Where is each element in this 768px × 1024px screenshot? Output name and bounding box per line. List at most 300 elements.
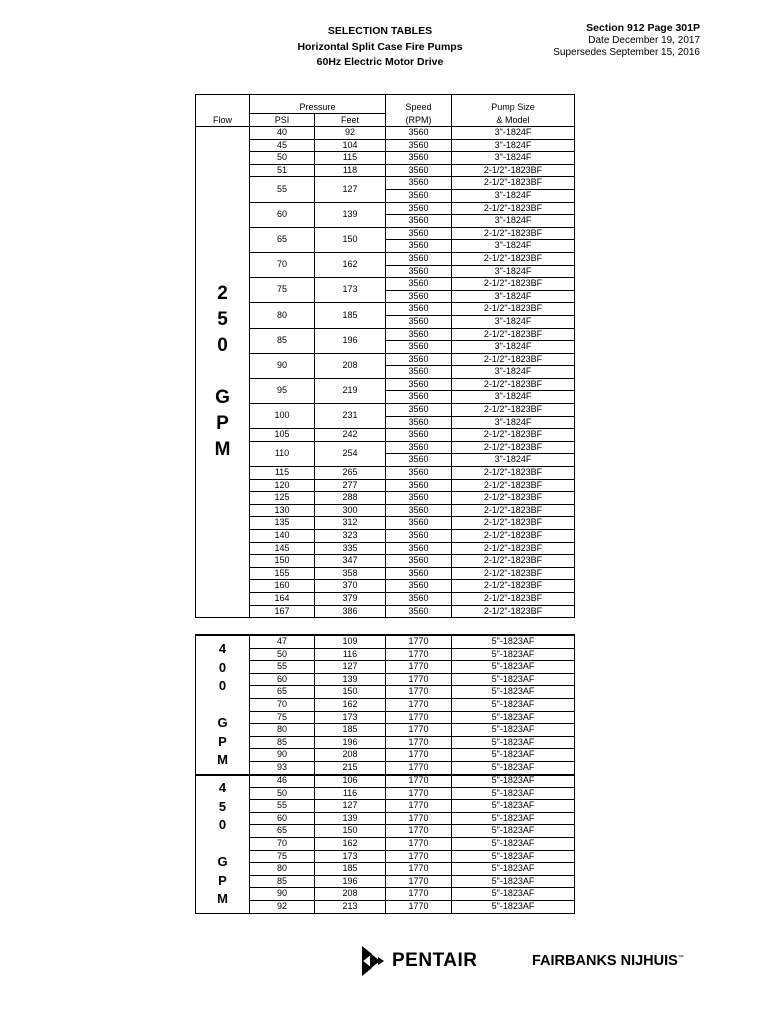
- psi-cell: 90: [250, 888, 315, 901]
- speed-cell: 1770: [386, 775, 452, 788]
- model-cell: 3"-1824F: [452, 265, 575, 278]
- speed-cell: 3560: [386, 341, 452, 354]
- model-cell: 2-1/2"-1823BF: [452, 303, 575, 316]
- feet-header: Feet: [315, 114, 386, 127]
- flow-rate-char: G: [215, 387, 230, 409]
- table-row: [196, 837, 575, 850]
- model-cell: 5"-1823AF: [452, 648, 575, 661]
- feet-cell: 150: [315, 227, 386, 252]
- psi-cell: 167: [250, 605, 315, 618]
- speed-cell: 3560: [386, 479, 452, 492]
- model-cell: 3"-1824F: [452, 240, 575, 253]
- feet-cell: 185: [315, 863, 386, 876]
- supersedes-date: Supersedes September 15, 2016: [553, 47, 700, 58]
- model-cell: 5"-1823AF: [452, 711, 575, 724]
- psi-cell: 60: [250, 202, 315, 227]
- model-cell: 3"-1824F: [452, 139, 575, 152]
- model-cell: 2-1/2"-1823BF: [452, 378, 575, 391]
- speed-cell: 1770: [386, 863, 452, 876]
- pressure-header: Pressure: [250, 95, 386, 114]
- speed-cell: 1770: [386, 875, 452, 888]
- psi-cell: 85: [250, 736, 315, 749]
- feet-cell: 208: [315, 353, 386, 378]
- title-line-2: Horizontal Split Case Fire Pumps: [297, 40, 463, 53]
- psi-cell: 130: [250, 504, 315, 517]
- model-cell: 2-1/2"-1823BF: [452, 517, 575, 530]
- psi-cell: 80: [250, 724, 315, 737]
- psi-cell: 93: [250, 761, 315, 774]
- table-row: [196, 467, 575, 480]
- speed-cell: 3560: [386, 252, 452, 265]
- table-row: [196, 736, 575, 749]
- psi-cell: 145: [250, 542, 315, 555]
- feet-cell: 185: [315, 724, 386, 737]
- feet-cell: 300: [315, 504, 386, 517]
- table-row: [196, 661, 575, 674]
- model-cell: 2-1/2"-1823BF: [452, 177, 575, 190]
- model-cell: 2-1/2"-1823BF: [452, 202, 575, 215]
- speed-cell: 1770: [386, 850, 452, 863]
- model-cell: 5"-1823AF: [452, 673, 575, 686]
- psi-cell: 75: [250, 850, 315, 863]
- feet-cell: 173: [315, 278, 386, 303]
- psi-cell: 70: [250, 252, 315, 277]
- doc-date: Date December 19, 2017: [588, 34, 700, 46]
- table-row: [196, 875, 575, 888]
- pentair-logo-icon: [358, 944, 386, 978]
- model-cell: 2-1/2"-1823BF: [452, 429, 575, 442]
- speed-cell: 3560: [386, 315, 452, 328]
- pentair-wordmark: PENTAIR: [392, 950, 478, 971]
- speed-cell: 1770: [386, 736, 452, 749]
- table-row: [196, 127, 575, 140]
- model-cell: 2-1/2"-1823BF: [452, 504, 575, 517]
- title-line-3: 60Hz Electric Motor Drive: [316, 56, 444, 68]
- feet-cell: 185: [315, 303, 386, 328]
- speed-cell: 3560: [386, 152, 452, 165]
- psi-cell: 60: [250, 673, 315, 686]
- table-row: [196, 152, 575, 165]
- table-row: [196, 227, 575, 240]
- psi-cell: 65: [250, 686, 315, 699]
- model-cell: 2-1/2"-1823BF: [452, 441, 575, 454]
- speed-cell: 3560: [386, 404, 452, 417]
- speed-cell: 3560: [386, 353, 452, 366]
- psi-cell: 110: [250, 441, 315, 466]
- model-cell: 5"-1823AF: [452, 686, 575, 699]
- table-row: [196, 812, 575, 825]
- speed-cell: 3560: [386, 278, 452, 291]
- table-row: [196, 164, 575, 177]
- speed-cell: 3560: [386, 290, 452, 303]
- model-cell: 2-1/2"-1823BF: [452, 542, 575, 555]
- feet-cell: 370: [315, 580, 386, 593]
- feet-cell: 335: [315, 542, 386, 555]
- speed-cell: 1770: [386, 900, 452, 913]
- flow-rate-char: 0: [217, 335, 228, 357]
- table-row: [196, 328, 575, 341]
- flow-rate-char: [196, 696, 249, 715]
- speed-cell: 3560: [386, 567, 452, 580]
- feet-cell: 196: [315, 328, 386, 353]
- model-cell: 2-1/2"-1823BF: [452, 252, 575, 265]
- psi-cell: 51: [250, 164, 315, 177]
- psi-cell: 55: [250, 800, 315, 813]
- speed-cell: 1770: [386, 648, 452, 661]
- table-row: [196, 303, 575, 316]
- psi-header: PSI: [250, 114, 315, 127]
- feet-cell: 116: [315, 648, 386, 661]
- model-cell: 3"-1824F: [452, 152, 575, 165]
- model-cell: 5"-1823AF: [452, 850, 575, 863]
- model-cell: 3"-1824F: [452, 215, 575, 228]
- speed-cell: 3560: [386, 441, 452, 454]
- model-cell: 2-1/2"-1823BF: [452, 278, 575, 291]
- psi-cell: 135: [250, 517, 315, 530]
- table-subheader-row: [196, 114, 575, 127]
- table-row: [196, 900, 575, 913]
- speed-header: [386, 95, 452, 114]
- model-cell: 2-1/2"-1823BF: [452, 328, 575, 341]
- psi-cell: 50: [250, 648, 315, 661]
- table-row: [196, 698, 575, 711]
- psi-cell: 80: [250, 303, 315, 328]
- group-250-body: [196, 127, 575, 618]
- table-row: [196, 686, 575, 699]
- speed-cell: 3560: [386, 303, 452, 316]
- feet-cell: 277: [315, 479, 386, 492]
- table-row: [196, 378, 575, 391]
- flow-rate-char: 2: [217, 283, 228, 305]
- psi-cell: 75: [250, 278, 315, 303]
- model-cell: 2-1/2"-1823BF: [452, 479, 575, 492]
- feet-cell: 116: [315, 787, 386, 800]
- feet-cell: 288: [315, 492, 386, 505]
- table-row: [196, 648, 575, 661]
- table-row: [196, 749, 575, 762]
- flow-rate-label: [196, 127, 250, 618]
- flow-rate-char: P: [218, 733, 227, 749]
- model-cell: 5"-1823AF: [452, 749, 575, 762]
- psi-cell: 92: [250, 900, 315, 913]
- feet-cell: 150: [315, 825, 386, 838]
- rpm-header: (RPM): [386, 114, 452, 127]
- speed-cell: 3560: [386, 517, 452, 530]
- feet-cell: 358: [315, 567, 386, 580]
- fairbanks-nijhuis-wordmark: [532, 953, 684, 969]
- model-cell: 5"-1823AF: [452, 761, 575, 774]
- speed-cell: 1770: [386, 825, 452, 838]
- speed-cell: 3560: [386, 265, 452, 278]
- psi-cell: 65: [250, 227, 315, 252]
- psi-cell: 160: [250, 580, 315, 593]
- psi-cell: 95: [250, 378, 315, 403]
- feet-cell: 219: [315, 378, 386, 403]
- table-row: [196, 353, 575, 366]
- speed-cell: 3560: [386, 592, 452, 605]
- model-cell: 5"-1823AF: [452, 661, 575, 674]
- model-cell: 3"-1824F: [452, 454, 575, 467]
- feet-cell: 106: [315, 775, 386, 788]
- flow-header: Flow: [196, 95, 250, 127]
- flow-rate-char: G: [217, 715, 228, 731]
- table-row: [196, 252, 575, 265]
- feet-cell: 162: [315, 252, 386, 277]
- feet-cell: 150: [315, 686, 386, 699]
- feet-cell: 109: [315, 635, 386, 648]
- table-row: [196, 673, 575, 686]
- speed-cell: 1770: [386, 837, 452, 850]
- table-row: [196, 580, 575, 593]
- flow-rate-char: 0: [218, 817, 227, 833]
- model-cell: 3"-1824F: [452, 391, 575, 404]
- model-header: & Model: [452, 114, 575, 127]
- speed-cell: 1770: [386, 661, 452, 674]
- psi-cell: 50: [250, 787, 315, 800]
- table-row: [196, 542, 575, 555]
- flow-rate-char: [196, 835, 249, 854]
- table-row: [196, 592, 575, 605]
- table-row: [196, 605, 575, 618]
- model-cell: 2-1/2"-1823BF: [452, 492, 575, 505]
- speed-cell: 1770: [386, 698, 452, 711]
- pentair-logo: [358, 944, 477, 978]
- speed-cell: 1770: [386, 724, 452, 737]
- feet-cell: 118: [315, 164, 386, 177]
- psi-cell: 70: [250, 837, 315, 850]
- group-400-body: [196, 635, 575, 775]
- model-cell: 5"-1823AF: [452, 635, 575, 648]
- model-cell: 5"-1823AF: [452, 863, 575, 876]
- table-row: [196, 775, 575, 788]
- speed-cell: 3560: [386, 542, 452, 555]
- model-cell: 2-1/2"-1823BF: [452, 467, 575, 480]
- feet-cell: 196: [315, 736, 386, 749]
- title-block: [220, 24, 540, 71]
- psi-cell: 45: [250, 139, 315, 152]
- flow-rate-char: 4: [218, 780, 227, 796]
- speed-cell: 3560: [386, 580, 452, 593]
- table-row: [196, 825, 575, 838]
- psi-cell: 50: [250, 152, 315, 165]
- table-row: [196, 441, 575, 454]
- flow-rate-char: 0: [218, 659, 227, 675]
- speed-cell: 1770: [386, 711, 452, 724]
- table-row: [196, 429, 575, 442]
- model-cell: 5"-1823AF: [452, 888, 575, 901]
- psi-cell: 46: [250, 775, 315, 788]
- speed-cell: 3560: [386, 416, 452, 429]
- speed-cell: 3560: [386, 227, 452, 240]
- table-row: [196, 139, 575, 152]
- speed-cell: 1770: [386, 686, 452, 699]
- speed-cell: 3560: [386, 429, 452, 442]
- feet-cell: 173: [315, 711, 386, 724]
- model-cell: 5"-1823AF: [452, 736, 575, 749]
- table-row: [196, 530, 575, 543]
- flow-rate-char: G: [217, 854, 228, 870]
- model-cell: 2-1/2"-1823BF: [452, 530, 575, 543]
- model-cell: 2-1/2"-1823BF: [452, 605, 575, 618]
- speed-cell: 3560: [386, 605, 452, 618]
- psi-cell: 80: [250, 863, 315, 876]
- speed-cell: 3560: [386, 366, 452, 379]
- model-cell: 2-1/2"-1823BF: [452, 592, 575, 605]
- feet-cell: 104: [315, 139, 386, 152]
- psi-cell: 40: [250, 127, 315, 140]
- speed-label: Speed: [405, 102, 432, 113]
- psi-cell: 140: [250, 530, 315, 543]
- flow-rate-char: M: [217, 752, 228, 768]
- feet-cell: 379: [315, 592, 386, 605]
- footer-logos: [356, 944, 706, 980]
- model-cell: 3"-1824F: [452, 416, 575, 429]
- model-cell: 5"-1823AF: [452, 825, 575, 838]
- flow-rate-char: 4: [218, 641, 227, 657]
- speed-cell: 1770: [386, 635, 452, 648]
- flow-rate-label: [196, 635, 250, 775]
- feet-cell: 215: [315, 761, 386, 774]
- psi-cell: 70: [250, 698, 315, 711]
- psi-cell: 55: [250, 661, 315, 674]
- model-cell: 5"-1823AF: [452, 698, 575, 711]
- table-row: [196, 404, 575, 417]
- trademark-mark: ™: [677, 955, 684, 962]
- psi-cell: 65: [250, 825, 315, 838]
- speed-cell: 3560: [386, 391, 452, 404]
- flow-rate-char: 0: [218, 678, 227, 694]
- table-row: [196, 567, 575, 580]
- table-row: [196, 724, 575, 737]
- feet-cell: 139: [315, 202, 386, 227]
- psi-cell: 120: [250, 479, 315, 492]
- feet-cell: 386: [315, 605, 386, 618]
- speed-cell: 1770: [386, 761, 452, 774]
- model-cell: 2-1/2"-1823BF: [452, 227, 575, 240]
- model-cell: 2-1/2"-1823BF: [452, 164, 575, 177]
- flow-rate-char: M: [217, 891, 228, 907]
- flow-rate-char: 5: [217, 309, 228, 331]
- feet-cell: 196: [315, 875, 386, 888]
- psi-cell: 155: [250, 567, 315, 580]
- selection-table-400-gpm: [195, 634, 575, 776]
- feet-cell: 127: [315, 800, 386, 813]
- feet-cell: 323: [315, 530, 386, 543]
- title-line-1: SELECTION TABLES: [327, 25, 433, 37]
- table-row: [196, 888, 575, 901]
- selection-table-250-gpm: [195, 94, 575, 618]
- table-row: [196, 635, 575, 648]
- speed-cell: 3560: [386, 454, 452, 467]
- psi-cell: 47: [250, 635, 315, 648]
- model-cell: 2-1/2"-1823BF: [452, 353, 575, 366]
- table-row: [196, 787, 575, 800]
- model-cell: 3"-1824F: [452, 341, 575, 354]
- model-cell: 3"-1824F: [452, 290, 575, 303]
- speed-cell: 3560: [386, 139, 452, 152]
- table-row: [196, 492, 575, 505]
- feet-cell: 231: [315, 404, 386, 429]
- table-row: [196, 850, 575, 863]
- model-cell: 5"-1823AF: [452, 875, 575, 888]
- speed-cell: 3560: [386, 127, 452, 140]
- model-cell: 5"-1823AF: [452, 800, 575, 813]
- pump-size-label: Pump Size: [491, 102, 535, 113]
- psi-cell: 85: [250, 875, 315, 888]
- speed-cell: 3560: [386, 555, 452, 568]
- speed-cell: 3560: [386, 504, 452, 517]
- speed-cell: 3560: [386, 328, 452, 341]
- feet-cell: 254: [315, 441, 386, 466]
- table-row: [196, 800, 575, 813]
- flow-rate-char: M: [214, 439, 231, 461]
- feet-cell: 242: [315, 429, 386, 442]
- fairbanks-text: FAIRBANKS NIJHUIS: [532, 953, 678, 969]
- speed-cell: 3560: [386, 530, 452, 543]
- psi-cell: 55: [250, 177, 315, 202]
- table-row: [196, 504, 575, 517]
- table-row: [196, 711, 575, 724]
- model-cell: 2-1/2"-1823BF: [452, 555, 575, 568]
- psi-cell: 100: [250, 404, 315, 429]
- speed-cell: 3560: [386, 177, 452, 190]
- table-row: [196, 278, 575, 291]
- feet-cell: 162: [315, 698, 386, 711]
- feet-cell: 139: [315, 673, 386, 686]
- model-cell: 3"-1824F: [452, 189, 575, 202]
- feet-cell: 265: [315, 467, 386, 480]
- speed-cell: 3560: [386, 467, 452, 480]
- table-row: [196, 517, 575, 530]
- feet-cell: 92: [315, 127, 386, 140]
- flow-rate-char: P: [216, 413, 229, 435]
- table-row: [196, 479, 575, 492]
- psi-cell: 90: [250, 749, 315, 762]
- speed-cell: 3560: [386, 202, 452, 215]
- section-page: Section 912 Page 301P: [586, 22, 700, 34]
- model-cell: 3"-1824F: [452, 127, 575, 140]
- model-cell: 5"-1823AF: [452, 900, 575, 913]
- model-cell: 5"-1823AF: [452, 775, 575, 788]
- selection-table-450-gpm: [195, 774, 575, 914]
- table-row: [196, 555, 575, 568]
- table-row: [196, 202, 575, 215]
- speed-cell: 1770: [386, 749, 452, 762]
- flow-rate-char: P: [218, 872, 227, 888]
- psi-cell: 85: [250, 328, 315, 353]
- psi-cell: 60: [250, 812, 315, 825]
- model-cell: 2-1/2"-1823BF: [452, 567, 575, 580]
- psi-cell: 125: [250, 492, 315, 505]
- feet-cell: 162: [315, 837, 386, 850]
- feet-cell: 208: [315, 749, 386, 762]
- feet-cell: 213: [315, 900, 386, 913]
- table-header-row: [196, 95, 575, 114]
- section-info: [553, 22, 700, 60]
- model-cell: 2-1/2"-1823BF: [452, 404, 575, 417]
- table-row: [196, 177, 575, 190]
- feet-cell: 173: [315, 850, 386, 863]
- model-cell: 5"-1823AF: [452, 812, 575, 825]
- feet-cell: 208: [315, 888, 386, 901]
- feet-cell: 115: [315, 152, 386, 165]
- model-cell: 5"-1823AF: [452, 787, 575, 800]
- feet-cell: 127: [315, 661, 386, 674]
- psi-cell: 75: [250, 711, 315, 724]
- model-cell: 3"-1824F: [452, 366, 575, 379]
- feet-cell: 127: [315, 177, 386, 202]
- feet-cell: 312: [315, 517, 386, 530]
